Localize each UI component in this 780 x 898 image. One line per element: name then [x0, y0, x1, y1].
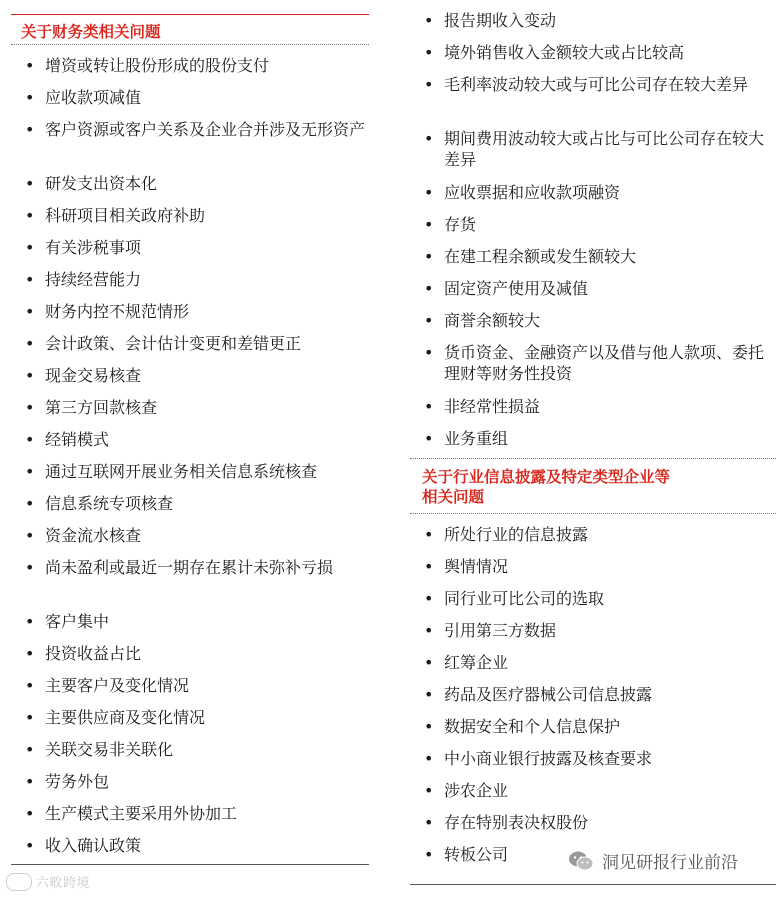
list-item: • 固定资产使用及减值 [424, 279, 589, 298]
wechat-icon [568, 850, 594, 872]
bullet-icon: • [25, 334, 35, 353]
list-item: • 非经常性损益 [424, 397, 541, 416]
bullet-icon: • [25, 398, 35, 417]
bullet-icon: • [424, 557, 434, 576]
industry-disclosure-header: 关于行业信息披露及特定类型企业等 相关问题 [422, 468, 671, 506]
bullet-icon: • [25, 558, 35, 577]
list-item: • 通过互联网开展业务相关信息系统核查 [25, 462, 318, 481]
watermark-left: 六畋跨境 [6, 872, 90, 891]
bullet-icon: • [25, 708, 35, 727]
list-item: • 关联交易非关联化 [25, 740, 174, 759]
list-item: • 在建工程余额或发生额较大 [424, 247, 637, 266]
list-item: • 资金流水核查 [25, 526, 142, 545]
bullet-icon: • [424, 685, 434, 704]
industry-disclosure-list [410, 514, 776, 866]
list-item: • 舆情情况 [424, 557, 509, 576]
bullet-icon: • [25, 238, 35, 257]
bullet-icon: • [25, 462, 35, 481]
list-item: • 应收款项减值 [25, 88, 142, 107]
list-item: • 收入确认政策 [25, 836, 142, 855]
bullet-icon: • [25, 120, 35, 139]
right-bottom-rule [410, 884, 776, 885]
list-item: • 数据安全和个人信息保护 [424, 717, 621, 736]
bullet-icon: • [25, 56, 35, 75]
bullet-icon: • [25, 804, 35, 823]
list-item: • 财务内控不规范情形 [25, 302, 190, 321]
financial-issues-list-continued [410, 0, 776, 450]
bullet-icon: • [25, 174, 35, 193]
bullet-icon: • [424, 183, 434, 202]
bullet-icon: • [424, 311, 434, 330]
bullet-icon: • [424, 397, 434, 416]
list-item: • 主要客户及变化情况 [25, 676, 190, 695]
list-item: • 会计政策、会计估计变更和差错更正 [25, 334, 302, 353]
bullet-icon: • [25, 772, 35, 791]
right-column [410, 0, 776, 866]
bullet-icon: • [25, 494, 35, 513]
bullet-icon: • [424, 215, 434, 234]
list-item: • 同行业可比公司的选取 [424, 589, 605, 608]
list-item: • 科研项目相关政府补助 [25, 206, 206, 225]
bullet-icon: • [424, 621, 434, 640]
bullet-icon: • [424, 279, 434, 298]
left-column [11, 0, 369, 857]
bullet-icon: • [424, 11, 434, 30]
bullet-icon: • [424, 717, 434, 736]
list-item: • 期间费用波动较大或占比与可比公司存在较大差异 [424, 129, 765, 169]
bullet-icon: • [424, 813, 434, 832]
list-item: • 存在特别表决权股份 [424, 813, 589, 832]
list-item: • 第三方回款核查 [25, 398, 158, 417]
list-item: • 所处行业的信息披露 [424, 525, 589, 544]
bullet-icon: • [424, 781, 434, 800]
bullet-icon: • [25, 676, 35, 695]
list-item: • 增资或转让股份形成的股份支付 [25, 56, 270, 75]
list-item: • 有关涉税事项 [25, 238, 142, 257]
list-item: • 客户资源或客户关系及企业合并涉及无形资产 [25, 120, 366, 139]
bullet-icon: • [424, 43, 434, 62]
bullet-icon: • [25, 270, 35, 289]
bullet-icon: • [25, 430, 35, 449]
financial-issues-list [11, 45, 369, 857]
list-item: • 持续经营能力 [25, 270, 142, 289]
list-item: • 信息系统专项核查 [25, 494, 174, 513]
bullet-icon: • [424, 343, 434, 362]
bullet-icon: • [25, 366, 35, 385]
list-item: • 现金交易核查 [25, 366, 142, 385]
left-bottom-rule [11, 864, 369, 865]
list-item: • 经销模式 [25, 430, 110, 449]
list-item: • 客户集中 [25, 612, 110, 631]
bullet-icon: • [424, 247, 434, 266]
list-item: • 报告期收入变动 [424, 11, 557, 30]
list-item: • 投资收益占比 [25, 644, 142, 663]
bullet-icon: • [25, 644, 35, 663]
list-item: • 生产模式主要采用外协加工 [25, 804, 238, 823]
bullet-icon: • [424, 653, 434, 672]
bullet-icon: • [25, 302, 35, 321]
list-item: • 劳务外包 [25, 772, 110, 791]
financial-issues-header: 关于财务类相关问题 [11, 14, 369, 44]
bullet-icon: • [424, 845, 434, 864]
watermark-right: 洞见研报行业前沿 [568, 848, 738, 873]
list-item: • 引用第三方数据 [424, 621, 557, 640]
list-item: • 主要供应商及变化情况 [25, 708, 206, 727]
bullet-icon: • [25, 88, 35, 107]
bullet-icon: • [424, 589, 434, 608]
list-item: • 红筹企业 [424, 653, 509, 672]
list-item: • 货币资金、金融资产以及借与他人款项、委托理财等财务性投资 [424, 343, 765, 383]
bullet-icon: • [25, 526, 35, 545]
bullet-icon: • [25, 206, 35, 225]
bullet-icon: • [424, 75, 434, 94]
bullet-icon: • [424, 429, 434, 448]
list-item: • 业务重组 [424, 429, 509, 448]
watermark-logo-icon [6, 873, 32, 891]
bullet-icon: • [25, 612, 35, 631]
list-item: • 尚未盈利或最近一期存在累计未弥补亏损 [25, 558, 334, 577]
bullet-icon: • [25, 836, 35, 855]
list-item: • 中小商业银行披露及核查要求 [424, 749, 653, 768]
bullet-icon: • [424, 525, 434, 544]
list-item: • 研发支出资本化 [25, 174, 158, 193]
list-item: • 涉农企业 [424, 781, 509, 800]
list-item: • 境外销售收入金额较大或占比较高 [424, 43, 685, 62]
list-item: • 毛利率波动较大或与可比公司存在较大差异 [424, 75, 749, 94]
bullet-icon: • [25, 740, 35, 759]
list-item: • 药品及医疗器械公司信息披露 [424, 685, 653, 704]
bullet-icon: • [424, 749, 434, 768]
list-item: • 应收票据和应收款项融资 [424, 183, 621, 202]
list-item: • 商誉余额较大 [424, 311, 541, 330]
list-item: • 存货 [424, 215, 477, 234]
list-item: • 转板公司 [424, 845, 509, 864]
bullet-icon: • [424, 129, 434, 148]
